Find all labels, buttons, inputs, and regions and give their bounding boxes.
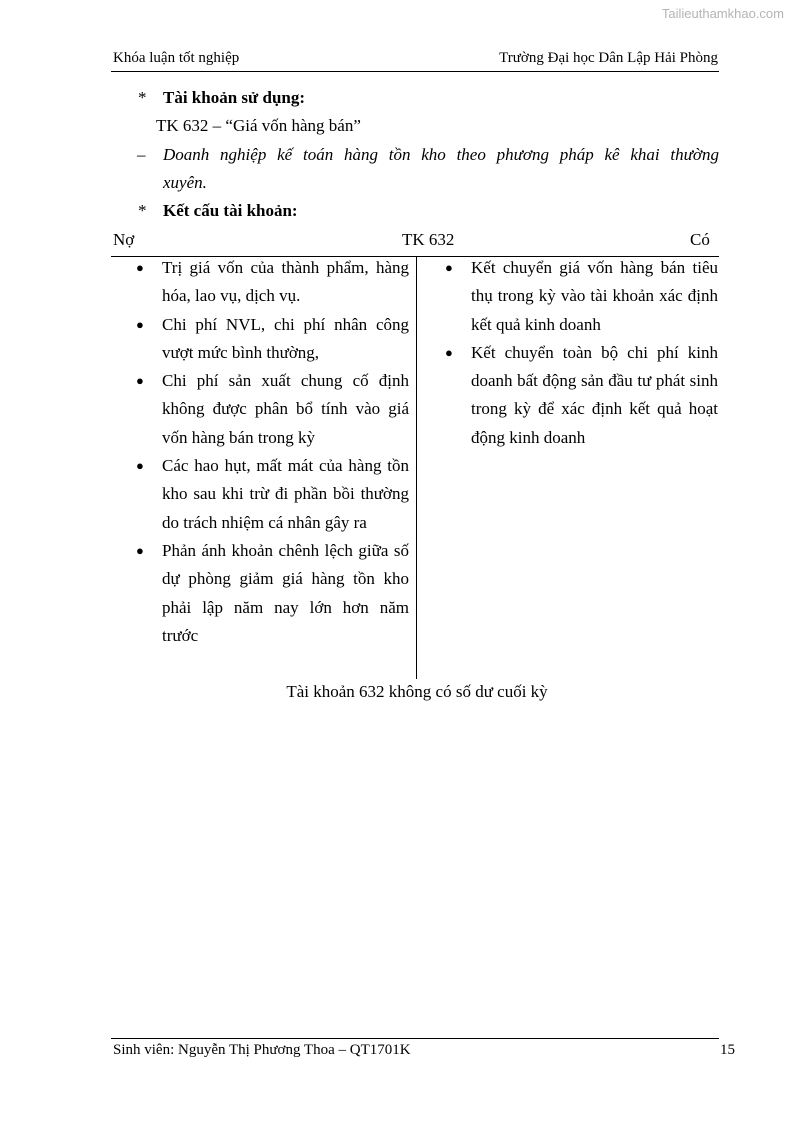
italic-line-2: xuyên. [163,173,207,192]
debit-label: Nợ [113,230,135,249]
page-number: 15 [720,1042,735,1058]
debit-item [131,254,409,311]
debit-item-text: Chi phí NVL, chi phí nhân công vượt mức bình thường, [162,314,409,362]
header-left: Khóa luận tốt nghiệp [113,50,240,66]
footer-student: Sinh viên: Nguyễn Thị Phương Thoa – QT1701K [113,1042,411,1058]
credit-item-text: Kết chuyển giá vốn hàng bán tiêu thụ trong kỳ vào tài khoản xác định kết quả kinh doanh [471,258,718,334]
t-account-vertical-line [416,256,417,679]
star-bullet-2: * [138,201,147,220]
header-divider [111,71,719,72]
debit-item-text: Trị giá vốn của thành phẩm, hàng hóa, lao vụ, dịch vụ. [162,258,409,306]
debit-item-text: Các hao hụt, mất mát của hàng tồn kho sau khi trừ đi phần bồi thường do trách nhiệm cá nhân gây ra [162,456,409,532]
star-bullet-1: * [138,88,147,107]
debit-item [131,311,409,368]
heading-account-used: Tài khoản sử dụng: [163,88,306,107]
t-account-title: TK 632 [402,230,455,249]
bullet-icon: ● [445,260,453,275]
bullet-icon: ● [445,344,453,360]
credit-label: Có [690,230,710,249]
header-right: Trường Đại học Dân Lập Hải Phòng [499,50,718,66]
italic-line-1: Doanh nghiệp kế toán hàng tồn kho theo phương pháp kê khai thường [163,145,719,164]
watermark: Tailieuthamkhao.com [661,6,784,21]
debit-item-text: Chi phí sản xuất chung cố định không được phân bổ tính vào giá vốn hàng bán trong kỳ [162,371,409,447]
bullet-icon: ● [136,458,144,474]
heading-account-structure: Kết cấu tài khoản: [163,201,298,220]
bullet-icon: ● [136,260,144,275]
footer-divider [111,1038,719,1039]
debit-item-text: Phản ánh khoản chênh lệch giữa số dự phòng giảm giá hàng tồn kho phải lập năm nay lớn hơn năm trước [162,540,409,645]
credit-column [440,254,718,452]
inventory-method-paragraph [163,141,719,197]
credit-item [440,339,718,452]
bullet-icon: ● [136,316,144,332]
debit-item [131,537,409,650]
debit-item [131,452,409,537]
dash-bullet: – [137,145,146,164]
bullet-icon: ● [136,542,144,558]
credit-item [440,254,718,339]
no-ending-balance-note: Tài khoản 632 không có số dư cuối kỳ [286,682,548,701]
account-name-line: TK 632 – “Giá vốn hàng bán” [156,116,361,135]
credit-item-text: Kết chuyển toàn bộ chi phí kinh doanh bất động sản đầu tư phát sinh trong kỳ để xác định kết quả hoạt động kinh doanh [471,342,718,447]
bullet-icon: ● [136,373,144,389]
debit-item [131,367,409,452]
debit-column [131,254,409,650]
